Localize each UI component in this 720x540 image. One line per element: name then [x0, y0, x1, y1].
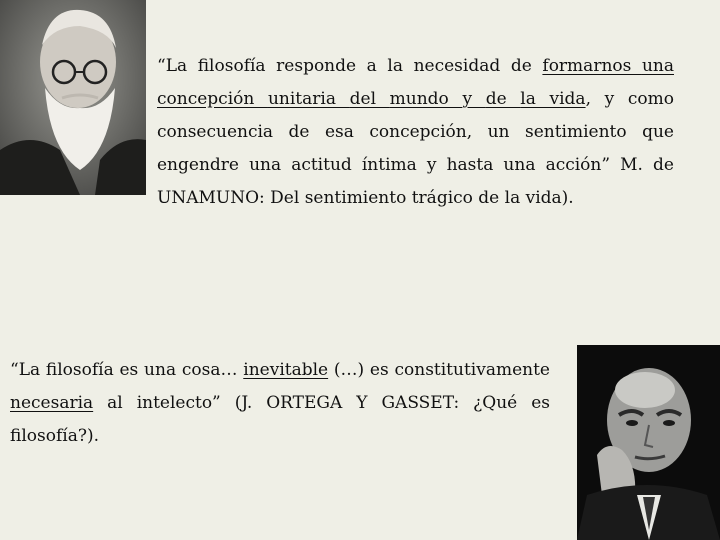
- quote-text: al intelecto” (J. ORTEGA Y GASSET: ¿Qué es filosofía?).: [10, 393, 550, 446]
- ortega-portrait-image: [577, 345, 720, 540]
- underlined-text: y: [462, 89, 486, 109]
- underlined-text: del: [349, 89, 390, 109]
- underlined-text: mundo: [389, 89, 463, 109]
- underlined-text: la: [520, 89, 550, 109]
- underlined-text: vida: [549, 89, 586, 109]
- unamuno-quote: [157, 50, 674, 215]
- unamuno-portrait-image: [0, 0, 146, 195]
- underlined-text: necesaria: [10, 393, 94, 413]
- underlined-text: una concepción: [157, 56, 674, 109]
- ortega-portrait-photo: [577, 345, 720, 540]
- underlined-text: de: [485, 89, 521, 109]
- ortega-quote: [10, 354, 550, 453]
- quote-text: “La filosofía responde a la necesidad de: [157, 56, 543, 76]
- underlined-text: inevitable: [243, 360, 329, 380]
- quote-text: “La filosofía es una cosa…: [10, 360, 244, 380]
- quote-text: (…) es constitutivamente: [328, 360, 550, 380]
- underlined-text: unitaria: [267, 89, 350, 109]
- unamuno-portrait-photo: [0, 0, 146, 195]
- underlined-text: formarnos: [542, 56, 642, 76]
- quote-text: , y como consecuencia de esa concepción, un sentimiento que engendre una actitud íntima y hasta una acción” M. de UNAMUNO: Del sentimiento trágico de la vida).: [157, 89, 674, 208]
